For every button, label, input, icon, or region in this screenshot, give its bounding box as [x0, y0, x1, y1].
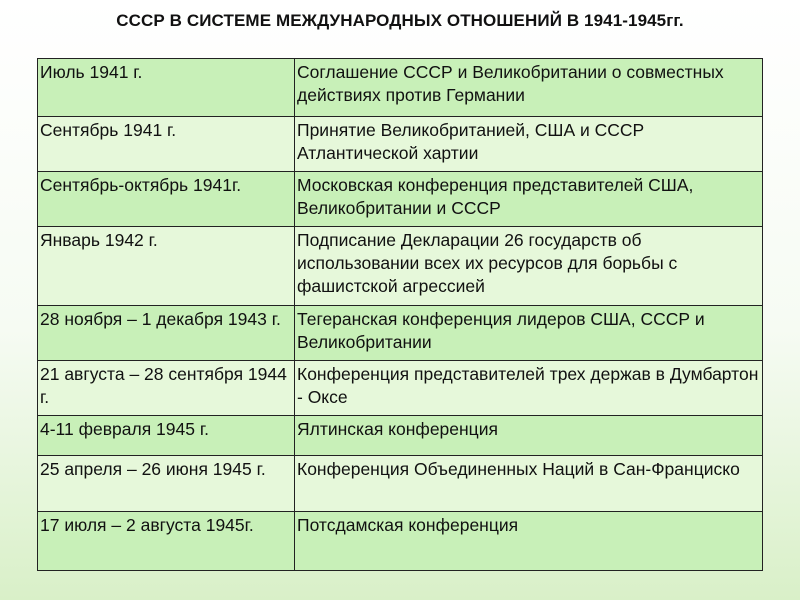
table-row — [38, 172, 763, 227]
date-cell: 28 ноября – 1 декабря 1943 г. — [38, 306, 295, 361]
event-cell: Принятие Великобританией, США и СССР Атлантической хартии — [295, 117, 763, 172]
event-cell: Конференция представителей трех держав в Думбартон - Оксе — [295, 361, 763, 416]
table-row — [38, 456, 763, 512]
date-cell: Сентябрь-октябрь 1941г. — [38, 172, 295, 227]
event-cell: Соглашение СССР и Великобритании о совместных действиях против Германии — [295, 59, 763, 117]
event-cell: Московская конференция представителей США, Великобритании и СССР — [295, 172, 763, 227]
table-row — [38, 59, 763, 117]
event-cell: Тегеранская конференция лидеров США, СССР и Великобритании — [295, 306, 763, 361]
table-row — [38, 227, 763, 306]
date-cell: Июль 1941 г. — [38, 59, 295, 117]
event-cell: Потсдамская конференция — [295, 512, 763, 571]
date-cell: 4-11 февраля 1945 г. — [38, 416, 295, 456]
event-cell: Конференция Объединенных Наций в Сан-Франциско — [295, 456, 763, 512]
event-cell: Ялтинская конференция — [295, 416, 763, 456]
event-cell: Подписание Декларации 26 государств об использовании всех их ресурсов для борьбы с фашистской агрессией — [295, 227, 763, 306]
table-row — [38, 416, 763, 456]
date-cell: Сентябрь 1941 г. — [38, 117, 295, 172]
date-cell: 21 августа – 28 сентября 1944 г. — [38, 361, 295, 416]
date-cell: 17 июля – 2 августа 1945г. — [38, 512, 295, 571]
table-row — [38, 117, 763, 172]
events-table — [37, 58, 763, 571]
table-row — [38, 361, 763, 416]
table-row — [38, 306, 763, 361]
date-cell: 25 апреля – 26 июня 1945 г. — [38, 456, 295, 512]
table-row — [38, 512, 763, 571]
page-title: СССР В СИСТЕМЕ МЕЖДУНАРОДНЫХ ОТНОШЕНИЙ В 1941-1945гг. — [116, 11, 684, 30]
date-cell: Январь 1942 г. — [38, 227, 295, 306]
